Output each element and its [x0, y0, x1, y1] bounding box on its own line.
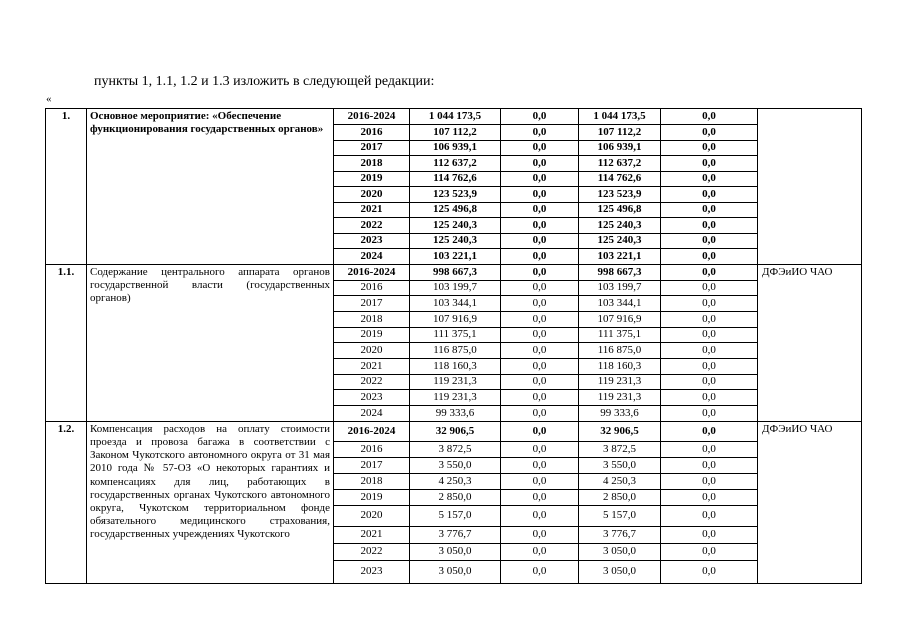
regional-cell: 103 221,1	[579, 249, 661, 265]
federal-cell: 0,0	[501, 218, 579, 234]
period-cell: 2017	[334, 140, 410, 156]
period-cell: 2024	[334, 406, 410, 422]
regional-cell: 1 044 173,5	[579, 109, 661, 125]
period-cell: 2020	[334, 505, 410, 526]
federal-cell: 0,0	[501, 505, 579, 526]
other-cell: 0,0	[661, 311, 758, 327]
federal-cell: 0,0	[501, 560, 579, 583]
quote-mark: «	[46, 93, 52, 105]
regional-cell: 119 231,3	[579, 374, 661, 390]
period-cell: 2016	[334, 125, 410, 141]
other-cell: 0,0	[661, 249, 758, 265]
other-cell: 0,0	[661, 358, 758, 374]
other-cell: 0,0	[661, 202, 758, 218]
total-cell: 111 375,1	[410, 327, 501, 343]
federal-cell: 0,0	[501, 156, 579, 172]
total-cell: 114 762,6	[410, 171, 501, 187]
other-cell: 0,0	[661, 171, 758, 187]
other-cell: 0,0	[661, 505, 758, 526]
executor-cell	[758, 109, 862, 265]
table-row	[46, 109, 862, 125]
period-cell: 2016	[334, 441, 410, 457]
other-cell: 0,0	[661, 343, 758, 359]
other-cell: 0,0	[661, 457, 758, 473]
regional-cell: 125 240,3	[579, 218, 661, 234]
federal-cell: 0,0	[501, 343, 579, 359]
federal-cell: 0,0	[501, 406, 579, 422]
row-number: 1.	[46, 109, 87, 265]
table-row	[46, 264, 862, 280]
period-cell: 2021	[334, 358, 410, 374]
period-cell: 2016	[334, 280, 410, 296]
federal-cell: 0,0	[501, 473, 579, 489]
total-cell: 2 850,0	[410, 489, 501, 505]
regional-cell: 114 762,6	[579, 171, 661, 187]
federal-cell: 0,0	[501, 489, 579, 505]
other-cell: 0,0	[661, 543, 758, 560]
other-cell: 0,0	[661, 526, 758, 543]
period-cell: 2022	[334, 374, 410, 390]
period-cell: 2019	[334, 489, 410, 505]
federal-cell: 0,0	[501, 280, 579, 296]
regional-cell: 125 240,3	[579, 233, 661, 249]
federal-cell: 0,0	[501, 109, 579, 125]
total-cell: 119 231,3	[410, 374, 501, 390]
period-cell: 2020	[334, 343, 410, 359]
federal-cell: 0,0	[501, 140, 579, 156]
total-cell: 125 240,3	[410, 233, 501, 249]
other-cell: 0,0	[661, 473, 758, 489]
federal-cell: 0,0	[501, 249, 579, 265]
period-cell: 2018	[334, 311, 410, 327]
regional-cell: 3 550,0	[579, 457, 661, 473]
total-cell: 103 221,1	[410, 249, 501, 265]
total-cell: 103 199,7	[410, 280, 501, 296]
period-cell: 2024	[334, 249, 410, 265]
regional-cell: 3 776,7	[579, 526, 661, 543]
federal-cell: 0,0	[501, 171, 579, 187]
regional-cell: 111 375,1	[579, 327, 661, 343]
total-cell: 3 550,0	[410, 457, 501, 473]
federal-cell: 0,0	[501, 311, 579, 327]
regional-cell: 106 939,1	[579, 140, 661, 156]
period-cell: 2022	[334, 218, 410, 234]
period-cell: 2018	[334, 156, 410, 172]
other-cell: 0,0	[661, 390, 758, 406]
intro-text: пункты 1, 1.1, 1.2 и 1.3 изложить в следующей редакции:	[94, 74, 435, 89]
regional-cell: 112 637,2	[579, 156, 661, 172]
total-cell: 112 637,2	[410, 156, 501, 172]
regional-cell: 123 523,9	[579, 187, 661, 203]
total-cell: 125 240,3	[410, 218, 501, 234]
total-cell: 116 875,0	[410, 343, 501, 359]
total-cell: 998 667,3	[410, 264, 501, 280]
total-cell: 4 250,3	[410, 473, 501, 489]
period-cell: 2017	[334, 457, 410, 473]
total-cell: 107 112,2	[410, 125, 501, 141]
federal-cell: 0,0	[501, 358, 579, 374]
federal-cell: 0,0	[501, 264, 579, 280]
total-cell: 1 044 173,5	[410, 109, 501, 125]
period-cell: 2019	[334, 171, 410, 187]
program-table	[45, 108, 862, 584]
table-row	[46, 421, 862, 441]
total-cell: 32 906,5	[410, 421, 501, 441]
federal-cell: 0,0	[501, 233, 579, 249]
other-cell: 0,0	[661, 374, 758, 390]
other-cell: 0,0	[661, 406, 758, 422]
total-cell: 125 496,8	[410, 202, 501, 218]
period-cell: 2021	[334, 202, 410, 218]
regional-cell: 32 906,5	[579, 421, 661, 441]
regional-cell: 119 231,3	[579, 390, 661, 406]
federal-cell: 0,0	[501, 441, 579, 457]
federal-cell: 0,0	[501, 187, 579, 203]
total-cell: 99 333,6	[410, 406, 501, 422]
other-cell: 0,0	[661, 140, 758, 156]
other-cell: 0,0	[661, 233, 758, 249]
federal-cell: 0,0	[501, 421, 579, 441]
period-cell: 2018	[334, 473, 410, 489]
executor-cell: ДФЭиИО ЧАО	[758, 421, 862, 583]
total-cell: 3 872,5	[410, 441, 501, 457]
regional-cell: 5 157,0	[579, 505, 661, 526]
other-cell: 0,0	[661, 327, 758, 343]
total-cell: 123 523,9	[410, 187, 501, 203]
total-cell: 5 157,0	[410, 505, 501, 526]
federal-cell: 0,0	[501, 296, 579, 312]
regional-cell: 3 050,0	[579, 560, 661, 583]
total-cell: 3 050,0	[410, 543, 501, 560]
period-cell: 2020	[334, 187, 410, 203]
period-cell: 2022	[334, 543, 410, 560]
regional-cell: 116 875,0	[579, 343, 661, 359]
executor-cell: ДФЭиИО ЧАО	[758, 264, 862, 421]
regional-cell: 3 872,5	[579, 441, 661, 457]
regional-cell: 3 050,0	[579, 543, 661, 560]
period-cell: 2023	[334, 233, 410, 249]
federal-cell: 0,0	[501, 374, 579, 390]
total-cell: 3 776,7	[410, 526, 501, 543]
federal-cell: 0,0	[501, 457, 579, 473]
other-cell: 0,0	[661, 421, 758, 441]
period-cell: 2023	[334, 390, 410, 406]
federal-cell: 0,0	[501, 543, 579, 560]
other-cell: 0,0	[661, 560, 758, 583]
other-cell: 0,0	[661, 441, 758, 457]
other-cell: 0,0	[661, 218, 758, 234]
other-cell: 0,0	[661, 489, 758, 505]
activity-name: Содержание центрального аппарата органов государственной власти (государственных органов)	[87, 264, 334, 421]
period-cell: 2021	[334, 526, 410, 543]
regional-cell: 103 199,7	[579, 280, 661, 296]
regional-cell: 998 667,3	[579, 264, 661, 280]
federal-cell: 0,0	[501, 390, 579, 406]
total-cell: 3 050,0	[410, 560, 501, 583]
total-cell: 103 344,1	[410, 296, 501, 312]
period-cell: 2016-2024	[334, 421, 410, 441]
regional-cell: 107 112,2	[579, 125, 661, 141]
row-number: 1.2.	[46, 421, 87, 583]
total-cell: 118 160,3	[410, 358, 501, 374]
federal-cell: 0,0	[501, 202, 579, 218]
other-cell: 0,0	[661, 187, 758, 203]
period-cell: 2019	[334, 327, 410, 343]
federal-cell: 0,0	[501, 526, 579, 543]
other-cell: 0,0	[661, 156, 758, 172]
total-cell: 107 916,9	[410, 311, 501, 327]
regional-cell: 99 333,6	[579, 406, 661, 422]
other-cell: 0,0	[661, 109, 758, 125]
period-cell: 2017	[334, 296, 410, 312]
regional-cell: 103 344,1	[579, 296, 661, 312]
federal-cell: 0,0	[501, 125, 579, 141]
period-cell: 2023	[334, 560, 410, 583]
other-cell: 0,0	[661, 280, 758, 296]
federal-cell: 0,0	[501, 327, 579, 343]
total-cell: 119 231,3	[410, 390, 501, 406]
activity-name: Компенсация расходов на оплату стоимости проезда и провоза багажа в соответствии с Законом Чукотского автономного округа от 31 мая 2010 года № 57-ОЗ «О некоторых гарантиях и компенсациях для лиц, работающих в государственных органах Чукотского автономного округа, Чукотском территориальном фонде обязательного медицинского страхования, государственных учреждениях Чукотского	[87, 421, 334, 583]
regional-cell: 2 850,0	[579, 489, 661, 505]
period-cell: 2016-2024	[334, 109, 410, 125]
activity-name: Основное мероприятие: «Обеспечение функционирования государственных органов»	[87, 109, 334, 265]
other-cell: 0,0	[661, 264, 758, 280]
row-number: 1.1.	[46, 264, 87, 421]
regional-cell: 118 160,3	[579, 358, 661, 374]
regional-cell: 4 250,3	[579, 473, 661, 489]
period-cell: 2016-2024	[334, 264, 410, 280]
total-cell: 106 939,1	[410, 140, 501, 156]
other-cell: 0,0	[661, 125, 758, 141]
regional-cell: 107 916,9	[579, 311, 661, 327]
regional-cell: 125 496,8	[579, 202, 661, 218]
other-cell: 0,0	[661, 296, 758, 312]
